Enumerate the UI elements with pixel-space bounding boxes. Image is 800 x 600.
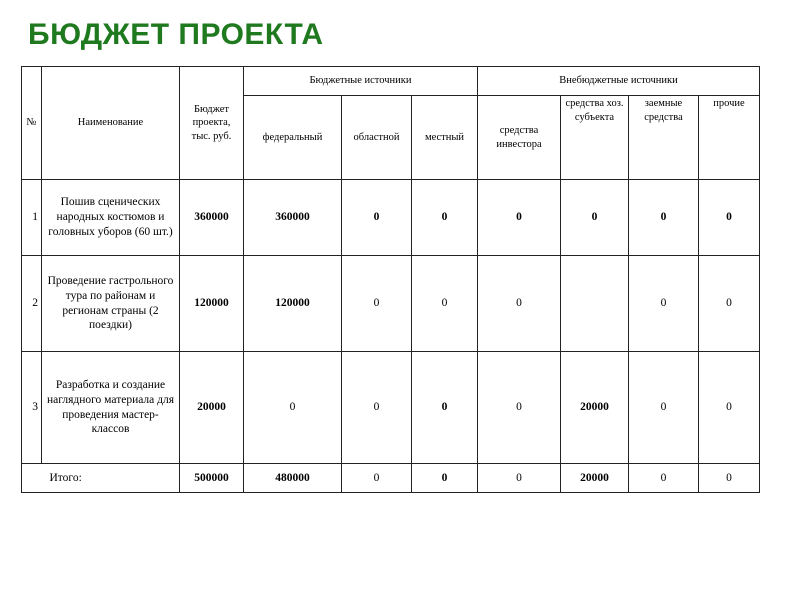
row-entity [561, 256, 629, 352]
total-regional: 0 [342, 464, 412, 493]
row-borrowed: 0 [629, 180, 699, 256]
budget-table [21, 66, 760, 493]
row-investor: 0 [478, 180, 561, 256]
total-entity: 20000 [561, 464, 629, 493]
row-number: 3 [22, 352, 42, 464]
table-row [22, 256, 760, 352]
header-federal: федеральный [244, 96, 342, 180]
row-name: Разработка и создание наглядного материала для проведения мастер-классов [42, 352, 180, 464]
row-number: 2 [22, 256, 42, 352]
row-regional: 0 [342, 256, 412, 352]
row-entity: 20000 [561, 352, 629, 464]
row-other: 0 [699, 180, 760, 256]
header-other: прочие [699, 96, 760, 180]
total-budget: 500000 [180, 464, 244, 493]
row-borrowed: 0 [629, 256, 699, 352]
header-num: № [22, 67, 42, 180]
header-offbudget-sources: Внебюджетные источники [478, 67, 760, 96]
header-borrowed: заемные средства [629, 96, 699, 180]
row-local: 0 [412, 256, 478, 352]
header-budget: Бюджет проекта, тыс. руб. [180, 67, 244, 180]
row-entity: 0 [561, 180, 629, 256]
row-regional: 0 [342, 352, 412, 464]
row-regional: 0 [342, 180, 412, 256]
row-other: 0 [699, 256, 760, 352]
page-title: БЮДЖЕТ ПРОЕКТА [28, 18, 324, 51]
header-name: Наименование [42, 67, 180, 180]
total-local: 0 [412, 464, 478, 493]
total-number-cell [22, 464, 42, 493]
table-row [22, 180, 760, 256]
row-number: 1 [22, 180, 42, 256]
header-regional: областной [342, 96, 412, 180]
total-investor: 0 [478, 464, 561, 493]
total-label: Итого: [42, 464, 180, 493]
row-name: Пошив сценических народных костюмов и головных уборов (60 шт.) [42, 180, 180, 256]
row-local: 0 [412, 180, 478, 256]
row-borrowed: 0 [629, 352, 699, 464]
header-local: местный [412, 96, 478, 180]
total-row [22, 464, 760, 493]
header-row-1 [22, 67, 760, 96]
row-investor: 0 [478, 256, 561, 352]
row-name: Проведение гастрольного тура по районам и регионам страны (2 поездки) [42, 256, 180, 352]
header-entity: средства хоз. субъекта [561, 96, 629, 180]
row-budget: 20000 [180, 352, 244, 464]
total-other: 0 [699, 464, 760, 493]
table-row [22, 352, 760, 464]
total-borrowed: 0 [629, 464, 699, 493]
row-local: 0 [412, 352, 478, 464]
total-federal: 480000 [244, 464, 342, 493]
row-budget: 360000 [180, 180, 244, 256]
row-federal: 360000 [244, 180, 342, 256]
row-other: 0 [699, 352, 760, 464]
header-budget-sources: Бюджетные источники [244, 67, 478, 96]
row-budget: 120000 [180, 256, 244, 352]
header-investor: средства инвестора [478, 96, 561, 180]
row-federal: 0 [244, 352, 342, 464]
row-federal: 120000 [244, 256, 342, 352]
row-investor: 0 [478, 352, 561, 464]
